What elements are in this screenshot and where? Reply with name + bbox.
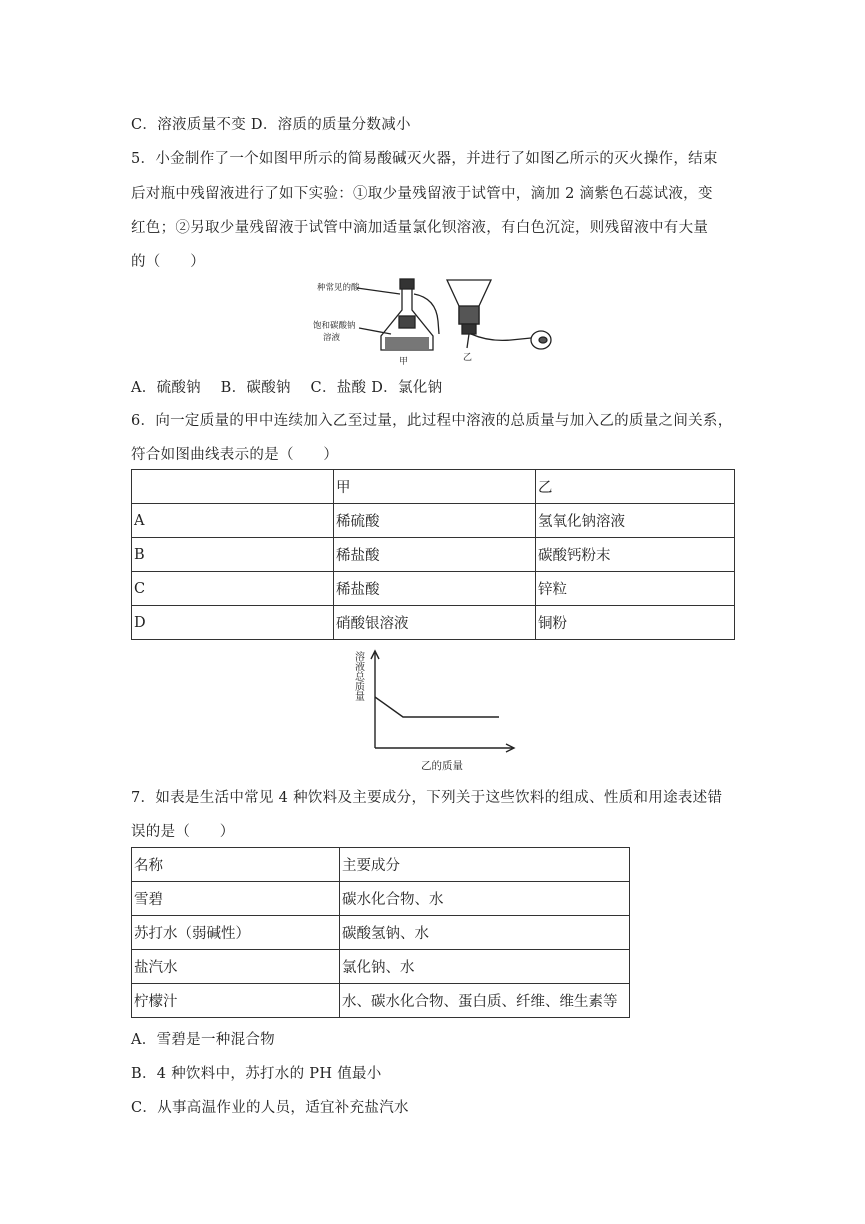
table-row bbox=[132, 950, 630, 984]
fire-extinguisher-figure bbox=[311, 276, 556, 368]
table-cell: 盐汽水 bbox=[132, 950, 340, 984]
label-acid: 种常见的酸 bbox=[317, 283, 360, 293]
table-cell: A bbox=[132, 504, 334, 538]
table-cell: 锌粒 bbox=[536, 572, 735, 606]
table-cell: 碳酸氢钠、水 bbox=[340, 916, 630, 950]
table-row bbox=[132, 504, 735, 538]
table-cell: B bbox=[132, 538, 334, 572]
table-cell: 硝酸银溶液 bbox=[334, 606, 536, 640]
q7-drinks-table bbox=[131, 847, 630, 1018]
table-cell: 氢氧化钠溶液 bbox=[536, 504, 735, 538]
table-row bbox=[132, 916, 630, 950]
q5-options: A．硫酸钠 B．碳酸钠 C．盐酸 D．氯化钠 bbox=[131, 380, 443, 396]
table-header-row bbox=[132, 470, 735, 504]
table-cell: 碳水化合物、水 bbox=[340, 882, 630, 916]
table-row bbox=[132, 538, 735, 572]
q6-options-table bbox=[131, 469, 735, 640]
q7-option-a: A．雪碧是一种混合物 bbox=[131, 1032, 275, 1048]
table-cell: 稀盐酸 bbox=[334, 572, 536, 606]
table-cell bbox=[132, 470, 334, 504]
table-header-row bbox=[132, 848, 630, 882]
label-solution: 溶液 bbox=[323, 333, 341, 343]
table-cell: 碳酸钙粉末 bbox=[536, 538, 735, 572]
table-row bbox=[132, 572, 735, 606]
table-cell: 铜粉 bbox=[536, 606, 735, 640]
table-row bbox=[132, 606, 735, 640]
label-saturated-sodium-carbonate: 饱和碳酸钠 bbox=[313, 321, 356, 331]
table-row bbox=[132, 984, 630, 1018]
q5-stem-line-2: 后对瓶中残留液进行了如下实验：①取少量残留液于试管中，滴加 2 滴紫色石蕊试液，变 bbox=[131, 186, 713, 202]
table-cell: 稀硫酸 bbox=[334, 504, 536, 538]
table-cell: 乙 bbox=[536, 470, 735, 504]
q5-stem-line-3: 红色；②另取少量残留液于试管中滴加适量氯化钡溶液，有白色沉淀，则残留液中有大量 bbox=[131, 220, 709, 236]
q5-stem-line-4: 的（ ） bbox=[131, 254, 205, 270]
table-cell: 柠檬汁 bbox=[132, 984, 340, 1018]
table-cell: 稀盐酸 bbox=[334, 538, 536, 572]
graph-ylabel: 溶液总质量 bbox=[352, 651, 364, 701]
table-cell: C bbox=[132, 572, 334, 606]
mass-curve bbox=[375, 697, 499, 717]
label-jia: 甲 bbox=[399, 357, 409, 367]
q7-option-b: B．4 种饮料中，苏打水的 PH 值最小 bbox=[131, 1066, 382, 1082]
table-cell: 氯化钠、水 bbox=[340, 950, 630, 984]
solution-mass-graph bbox=[351, 645, 521, 775]
table-cell: 苏打水（弱碱性） bbox=[132, 916, 340, 950]
q7-option-c: C．从事高温作业的人员，适宜补充盐汽水 bbox=[131, 1100, 409, 1116]
table-cell: 主要成分 bbox=[340, 848, 630, 882]
table-cell: D bbox=[132, 606, 334, 640]
q5-stem-line-1: 5．小金制作了一个如图甲所示的简易酸碱灭火器，并进行了如图乙所示的灭火操作，结束 bbox=[131, 151, 718, 167]
table-cell: 名称 bbox=[132, 848, 340, 882]
table-cell: 雪碧 bbox=[132, 882, 340, 916]
extinguisher-inverted-yi bbox=[447, 280, 551, 349]
table-cell: 甲 bbox=[334, 470, 536, 504]
table-row bbox=[132, 882, 630, 916]
q7-stem-line-1: 7．如表是生活中常见 4 种饮料及主要成分，下列关于这些饮料的组成、性质和用途表述错 bbox=[131, 790, 723, 806]
q6-stem-line-1: 6．向一定质量的甲中连续加入乙至过量，此过程中溶液的总质量与加入乙的质量之间关系， bbox=[131, 413, 733, 429]
table-cell: 水、碳水化合物、蛋白质、纤维、维生素等 bbox=[340, 984, 630, 1018]
q7-stem-line-2: 误的是（ ） bbox=[131, 824, 235, 840]
label-yi: 乙 bbox=[463, 353, 473, 363]
graph-xlabel: 乙的质量 bbox=[421, 760, 463, 772]
q4-options-tail: C．溶液质量不变 D．溶质的质量分数减小 bbox=[131, 117, 411, 133]
extinguisher-bottle-jia bbox=[357, 279, 439, 350]
q6-stem-line-2: 符合如图曲线表示的是（ ） bbox=[131, 447, 339, 463]
